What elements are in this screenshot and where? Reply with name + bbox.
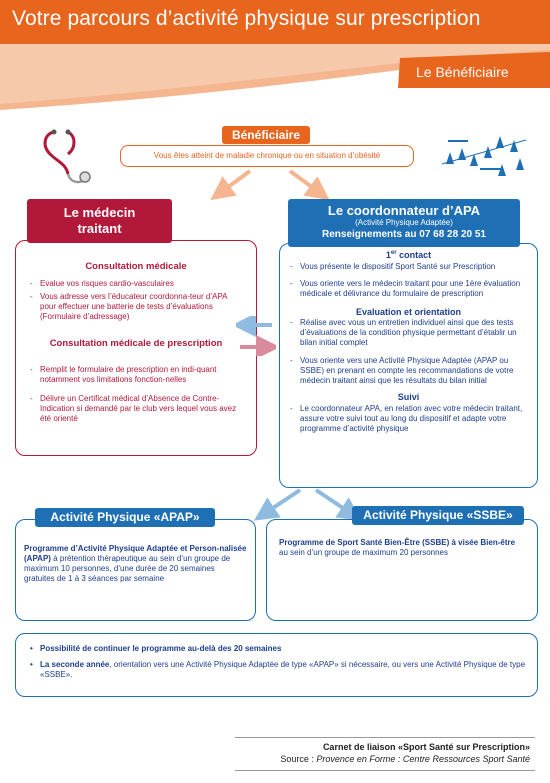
continuation-list [30, 644, 527, 680]
beneficiaire-text: Vous êtes atteint de maladie chronique ou en situation d’obésité [153, 151, 381, 160]
coordonnateur-box [279, 243, 538, 488]
list-item: - Vous présente le dispositif Sport Santé sur Prescription [290, 262, 527, 272]
beneficiaire-box [120, 145, 414, 167]
second-year-bold: La seconde année [40, 660, 110, 669]
evaluation-list [290, 318, 527, 386]
ssbe-box [266, 519, 538, 621]
beneficiaire-label: Bénéficiaire [222, 126, 310, 144]
consultation-medicale-list [30, 279, 242, 322]
medecin-box [15, 240, 257, 456]
apap-text: à prétention thérapeutique au sein d’un groupe de maximum 10 personnes, d’une durée de 20 semaines gratuites de 1 à 3 séances par semaine [24, 554, 231, 583]
consultation-medicale-title: Consultation médicale [85, 261, 187, 272]
cones-icon [440, 128, 528, 180]
list-item: - Le coordonnateur APA, en relation avec votre médecin traitant, assure votre suivi tout au long du dispositif et adapte votre programme d’activité physique [290, 404, 527, 434]
first-contact-sup: er [390, 250, 397, 256]
first-contact-num: 1 [385, 250, 391, 260]
medecin-title-line1: Le médecin [63, 205, 136, 220]
list-item: - Vous oriente vers le médecin traitant pour une 1ère évaluation médicale et délivrance du formulaire de prescription [290, 279, 527, 299]
coordonnateur-header [288, 199, 520, 247]
stethoscope-icon [38, 128, 98, 190]
list-item [30, 660, 527, 680]
list-item: - Remplit le formulaire de prescription en indi-quant notamment vos limitations fonction-nelles [30, 365, 242, 385]
consultation-prescription-title: Consultation médicale de prescription [49, 338, 223, 349]
first-contact-list [290, 262, 527, 299]
ssbe-label: Activité Physique «SSBE» [352, 506, 524, 525]
consultation-prescription-list [30, 365, 242, 424]
suivi-title: Suivi [397, 392, 420, 402]
section-tag: Le Bénéficiaire [416, 64, 509, 80]
orange-arrows [200, 167, 340, 201]
suivi-list [290, 404, 527, 434]
footer-source-prefix: Source : [280, 754, 317, 764]
page-title: Votre parcours d’activité physique sur prescription [12, 7, 481, 30]
first-contact-rest: contact [396, 250, 432, 260]
medecin-header [27, 199, 172, 243]
footer-source: Provence en Forme : Centre Ressources Sport Santé [316, 754, 530, 764]
medecin-title-line2: traitant [77, 221, 122, 236]
list-item: - Réalise avec vous un entretien individuel ainsi que des tests d’évaluations de la condition physique permettant d’établir un bilan initial complet [290, 318, 527, 348]
footer-divider-bottom [235, 770, 535, 771]
footer-line1: Carnet de liaison «Sport Santé sur Prescription» [322, 742, 530, 752]
ssbe-text: au sein d’un groupe de maximum 20 personnes [279, 548, 448, 557]
coordonnateur-phone: Renseignements au 07 68 28 20 51 [322, 229, 486, 240]
apap-label: Activité Physique «APAP» [35, 508, 215, 527]
list-item: - Evalue vos risques cardio-vasculaires [30, 279, 242, 289]
evaluation-title: Evaluation et orientation [355, 307, 461, 317]
apap-text-bold: Programme d’Activité Physique Adaptée et Person-nalisée (APAP) [24, 544, 247, 563]
first-contact-title [290, 250, 527, 260]
list-item: - Délivre un Certificat médical d’Absence de Contre-Indication si demandé par le club vers lequel vous avez été orienté [30, 394, 242, 424]
coordonnateur-subtitle: (Activité Physique Adaptée) [355, 218, 453, 227]
coordonnateur-title: Le coordonnateur d’APA [327, 203, 481, 218]
second-year-text: , orientation vers une Activité Physique Adaptée de type «APAP» si nécessaire, ou vers une Activité Physique de type «SSBE». [40, 660, 526, 679]
list-item: - Vous oriente vers une Activité Physique Adaptée (APAP ou SSBE) en prenant en compte les recommandations de votre médecin traitant ainsi que les résultats du bilan initial [290, 356, 527, 386]
apap-box [15, 519, 256, 621]
continuation-box [15, 633, 538, 697]
ssbe-text-bold: Programme de Sport Santé Bien-Être (SSBE) à visée Bien-être [279, 538, 516, 547]
footer-divider-top [235, 737, 535, 738]
list-item: - Vous adresse vers l’éducateur coordonna-teur d’APA pour effectuer une batterie de tests d’évaluations (Formulaire d’adressage) [30, 292, 242, 322]
exchange-arrows [236, 316, 276, 356]
list-item: • Possibilité de continuer le programme au-delà des 20 semaines [30, 644, 527, 654]
footer [280, 741, 530, 765]
footer-line2 [280, 753, 530, 765]
